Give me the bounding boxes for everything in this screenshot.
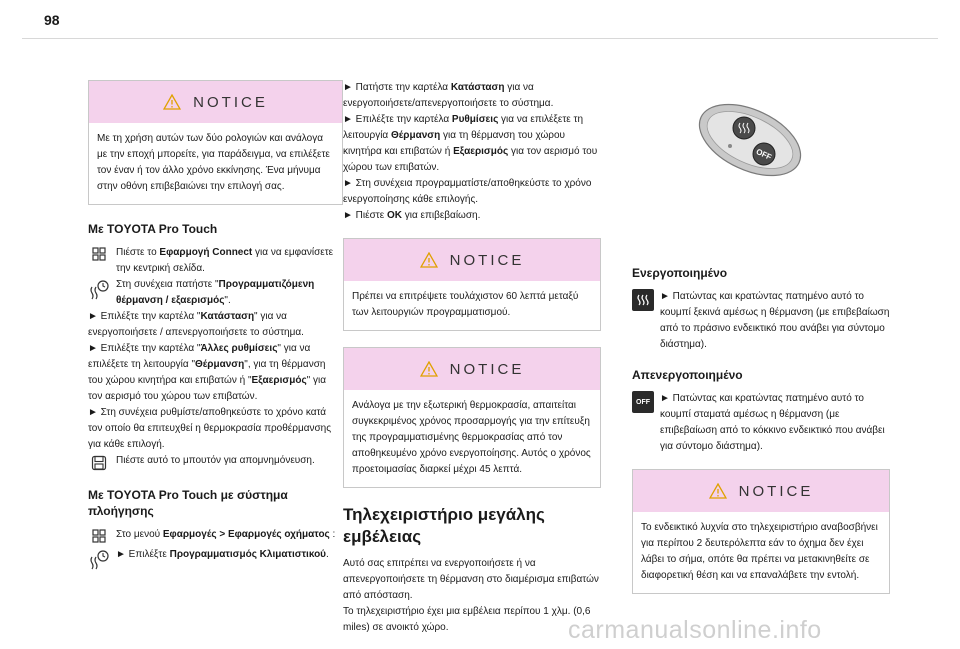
step-text: ► Επιλέξτε Προγραμματισμός Κλιματιστικού.	[116, 549, 329, 560]
deactivation-text: ► Πατώντας και κρατώντας πατημένο αυτό το κουμπί σταματά αμέσως η θέρμανση (με επιβεβαίωση από το κόκκινο ενδεικτικό που ανάβει για σύντομο διάστημα).	[660, 393, 885, 452]
section-title-pro-touch-nav: Με TOYOTA Pro Touch με σύστημα πλοήγησης	[88, 488, 288, 518]
notice-title: NOTICE	[738, 482, 814, 500]
step-programmable-heating	[88, 277, 343, 309]
notice-header	[344, 239, 600, 281]
notice-header	[344, 348, 600, 390]
notice-title: NOTICE	[193, 93, 268, 111]
heating-timer-icon	[88, 279, 110, 305]
activation-row	[632, 289, 890, 353]
section-title-remote: Τηλεχειριστήριο μεγάλης εμβέλειας	[343, 505, 545, 546]
column-3	[632, 265, 890, 610]
section-title-pro-touch: Με TOYOTA Pro Touch	[88, 222, 218, 236]
apps-grid-icon	[92, 529, 106, 543]
step-apps-menu	[88, 527, 343, 547]
notice-header	[633, 470, 889, 512]
warning-icon	[420, 361, 438, 377]
column-2	[343, 80, 601, 636]
step-confirm-ok: ► Πιέστε OK για επιβεβαίωση.	[343, 210, 481, 221]
step-text: Πιέστε το Εφαρμογή Connect για να εμφανίσετε την κεντρική σελίδα.	[116, 247, 334, 274]
warning-icon	[709, 483, 727, 499]
warning-icon	[420, 252, 438, 268]
step-other-settings: ► Επιλέξτε την καρτέλα "Άλλες ρυθμίσεις" για να επιλέξετε τη λειτουργία "Θέρμανση", για τη θέρμανση του χώρου κινητήρα και επιβατών ή "Εξαερισμός" για τον αερισμό του χώρου των επιβατών.	[88, 343, 326, 402]
notice-box	[343, 238, 601, 331]
header-rule	[22, 38, 938, 39]
remote-range: Το τηλεχειριστήριο έχει μια εμβέλεια περίπου 1 χλμ. (0,6 miles) σε ανοικτό χώρο.	[343, 606, 591, 633]
step-status-tab: ► Επιλέξτε την καρτέλα "Κατάσταση" για να ενεργοποιήσετε / απενεργοποιήσετε το σύστημα.	[88, 311, 304, 338]
notice-box	[88, 80, 343, 205]
section-title-activated: Ενεργοποιημένο	[632, 266, 728, 280]
activation-text: ► Πατώντας και κρατώντας πατημένο αυτό το κουμπί ξεκινά αμέσως η θέρμανση (με επιβεβαίωση από το πράσινο ενδεικτικό που ανάβει για σύντομο διάστημα).	[660, 291, 890, 350]
step-text: Στο μενού Εφαρμογές > Εφαρμογές οχήματος :	[116, 529, 336, 540]
warning-icon	[163, 94, 181, 110]
notice-header	[89, 81, 342, 123]
apps-grid-icon	[92, 247, 106, 261]
heating-timer-icon	[88, 549, 110, 575]
remote-description: Αυτό σας επιτρέπει να ενεργοποιήσετε ή να απενεργοποιήσετε τη θέρμανση στο διαμέρισμα επιβατών από απόσταση.	[343, 558, 599, 601]
off-key-icon: OFF	[632, 391, 654, 413]
notice-title: NOTICE	[449, 360, 525, 378]
step-set-time: ► Στη συνέχεια ρυθμίστε/αποθηκεύστε το χρόνο κατά τον οποίο θα επιτευχθεί η θερμοκρασία προθέρμανσης για κάθε επιλογή.	[88, 407, 332, 450]
notice-title: NOTICE	[449, 251, 525, 269]
notice-text: Με τη χρήση αυτών των δύο ρολογιών και ανάλογα με την εποχή μπορείτε, για παράδειγμα, να επιλέξετε τον έναν ή τον άλλο χρόνο εκκίνησης. Ένα μήνυμα στην οθόνη επιβεβαιώνει την επιλογή σας.	[97, 133, 330, 192]
watermark: carmanualsonline.info	[568, 616, 822, 644]
save-icon	[91, 455, 107, 471]
notice-box	[632, 469, 890, 594]
heat-key-icon	[632, 289, 654, 311]
deactivation-row	[632, 391, 890, 455]
remote-control-image	[694, 94, 806, 186]
page-number: 98	[44, 12, 60, 28]
section-title-deactivated: Απενεργοποιημένο	[632, 368, 743, 382]
step-connect-app	[88, 245, 343, 277]
step-text: Στη συνέχεια πατήστε "Προγραμματιζόμενη θέρμανση / εξαερισμός".	[116, 279, 315, 306]
step-status-tab-2: ► Πατήστε την καρτέλα Κατάσταση για να ενεργοποιήσετε/απενεργοποιήσετε το σύστημα.	[343, 82, 554, 109]
notice-box	[343, 347, 601, 488]
step-text: Πιέστε αυτό το μπουτόν για απομνημόνευση.	[116, 455, 315, 466]
step-program-time: ► Στη συνέχεια προγραμματίστε/αποθηκεύστε το χρόνο ενεργοποίησης κάθε επιλογής.	[343, 178, 592, 205]
notice-text: Πρέπει να επιτρέψετε τουλάχιστον 60 λεπτά μεταξύ των λειτουργιών προγραμματισμού.	[352, 291, 579, 318]
remote-off-label: OFF	[754, 146, 773, 162]
step-save	[88, 453, 343, 473]
notice-text: Το ενδεικτικό λυχνία στο τηλεχειριστήριο αναβοσβήνει για περίπου 2 δευτερόλεπτα εάν το όχημα δεν έχει λάβει το σήμα, οπότε θα πρέπει να μετακινηθείτε σε διαφορετική θέση και να επαναλάβετε την εντολή.	[641, 522, 878, 581]
step-climate-programming	[88, 547, 343, 577]
column-1	[88, 80, 343, 577]
step-settings-tab: ► Επιλέξτε την καρτέλα Ρυθμίσεις για να επιλέξετε τη λειτουργία Θέρμανση για τη θέρμανση του χώρου κινητήρα και επιβατών ή Εξαερισμός για τον αερισμό του χώρου των επιβατών.	[343, 114, 598, 173]
notice-text: Ανάλογα με την εξωτερική θερμοκρασία, απαιτείται συγκεκριμένος χρόνος προσαρμογής για την επίτευξη της προγραμματισμένης θερμοκρασίας από τον αποθηκευμένο χρόνο ενεργοποίησης. Αυτός ο χρόνος προετοιμασίας διαρκεί μέχρι 45 λεπτά.	[352, 400, 591, 475]
